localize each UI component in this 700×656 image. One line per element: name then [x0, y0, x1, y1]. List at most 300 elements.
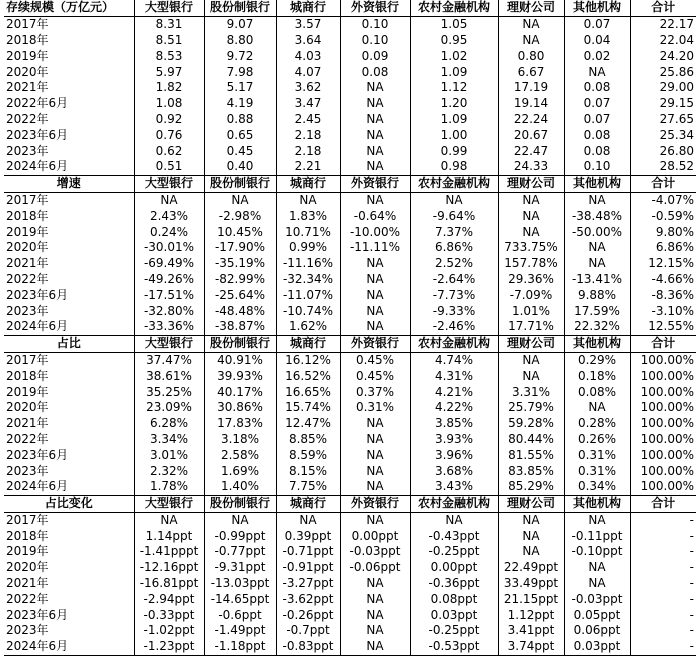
row-label: 2019年 [4, 224, 134, 240]
table-cell: 0.08 [340, 64, 410, 80]
row-label: 2018年 [4, 368, 134, 384]
table-cell: NA [340, 96, 410, 112]
table-cell: 39.93% [204, 368, 276, 384]
table-cell: -13.03ppt [204, 576, 276, 592]
table-cell: NA [340, 319, 410, 335]
table-cell: -25.64% [204, 287, 276, 303]
table-cell: 9.88% [564, 287, 630, 303]
table-cell: NA [340, 576, 410, 592]
table-cell: -32.80% [134, 303, 204, 319]
column-header: 外资银行 [340, 335, 410, 352]
table-cell: 1.09 [410, 112, 498, 128]
table-cell: 25.34 [659, 127, 694, 142]
table-row [4, 303, 696, 319]
table-cell: - [630, 639, 696, 655]
table-cell: 7.75% [276, 479, 340, 495]
table-cell: 8.31 [134, 16, 204, 32]
column-header: 农村金融机构 [410, 495, 498, 512]
row-label: 2022年6月 [4, 96, 134, 112]
row-label: 2021年 [4, 416, 134, 432]
table-cell: 6.28% [134, 416, 204, 432]
table-cell: -4.66% [651, 271, 694, 286]
table-cell: 100.00% [630, 479, 696, 495]
table-cell: NA [498, 544, 564, 560]
table-cell: 40.17% [204, 384, 276, 400]
table-cell: - [689, 512, 694, 527]
section-title: 占比 [4, 335, 134, 352]
column-header: 外资银行 [340, 175, 410, 192]
table-row [4, 80, 696, 96]
table-cell: 25.79% [498, 400, 564, 416]
table-cell: 0.88 [204, 112, 276, 128]
table-cell: 1.20 [410, 96, 498, 112]
table-cell: 29.36% [498, 272, 564, 288]
table-cell: -0.25ppt [410, 544, 498, 560]
column-header: 外资银行 [340, 495, 410, 512]
table-cell: -0.33ppt [134, 607, 204, 623]
column-header: 合计 [630, 495, 696, 512]
table-cell: -0.03ppt [564, 591, 630, 607]
row-label: 2019年 [4, 544, 134, 560]
table-cell: 2.58% [204, 447, 276, 463]
table-cell: 0.18% [564, 368, 630, 384]
table-cell: 0.51 [134, 159, 204, 175]
table-cell: -2.94ppt [134, 591, 204, 607]
table-cell: NA [340, 80, 410, 96]
table-cell: - [689, 591, 694, 606]
table-cell: NA [410, 192, 498, 208]
table-cell: 100.00% [640, 447, 694, 462]
column-header: 股份制银行 [204, 0, 276, 16]
table-cell: NA [564, 576, 630, 592]
table-cell: 17.19 [498, 80, 564, 96]
table-cell: NA [276, 192, 340, 208]
table-cell: 0.31% [564, 463, 630, 479]
table-cell: -3.10% [651, 303, 694, 318]
table-cell: -0.83ppt [276, 639, 340, 655]
table-cell: NA [276, 512, 340, 528]
column-header: 外资银行 [340, 0, 410, 16]
row-label: 2018年 [4, 528, 134, 544]
table-cell: 2.43% [134, 208, 204, 224]
table-cell: 3.64 [276, 33, 340, 49]
row-label: 2020年 [4, 560, 134, 576]
column-header: 城商行 [276, 0, 340, 16]
table-cell: 9.72 [204, 48, 276, 64]
table-cell: - [689, 528, 694, 543]
table-cell: NA [340, 416, 410, 432]
table-cell: -11.11% [340, 240, 410, 256]
table-cell: 0.10 [564, 159, 630, 175]
table-row [4, 400, 696, 416]
column-header: 大型银行 [134, 0, 204, 16]
row-label: 2023年6月 [4, 447, 134, 463]
table-cell: NA [564, 240, 630, 256]
row-label: 2020年 [4, 240, 134, 256]
table-row [4, 560, 696, 576]
table-row [4, 319, 696, 335]
table-cell: -1.23ppt [134, 639, 204, 655]
section-header-row [4, 0, 696, 16]
table-cell: 100.00% [640, 384, 694, 399]
table-cell: 3.68% [410, 463, 498, 479]
table-cell: - [689, 607, 694, 622]
table-row [4, 48, 696, 64]
column-header: 理财公司 [498, 335, 564, 352]
table-cell: NA [340, 447, 410, 463]
table-cell: 28.52 [630, 159, 696, 175]
table-cell: 21.15ppt [498, 591, 564, 607]
table-cell: 0.08 [564, 80, 630, 96]
table-row [4, 576, 696, 592]
column-header: 股份制银行 [204, 335, 276, 352]
table-cell: -7.73% [410, 287, 498, 303]
table-cell: 4.31% [410, 368, 498, 384]
table-cell: 1.12ppt [498, 607, 564, 623]
table-cell: NA [564, 560, 630, 576]
table-cell: 100.00% [640, 368, 694, 383]
table-cell: NA [340, 272, 410, 288]
table-row [4, 463, 696, 479]
column-header: 农村金融机构 [410, 335, 498, 352]
column-header: 农村金融机构 [410, 0, 498, 16]
table-cell: -0.43ppt [410, 528, 498, 544]
table-cell: -9.31ppt [204, 560, 276, 576]
row-label: 2023年6月 [4, 287, 134, 303]
column-header: 大型银行 [134, 175, 204, 192]
table-cell: 17.71% [498, 319, 564, 335]
table-cell: -1.49ppt [204, 623, 276, 639]
table-row [4, 64, 696, 80]
table-cell: 0.10 [340, 16, 410, 32]
table-cell: -14.65ppt [204, 591, 276, 607]
table-cell: 0.92 [134, 112, 204, 128]
row-label: 2024年6月 [4, 319, 134, 335]
table-cell: 22.47 [498, 143, 564, 159]
row-label: 2019年 [4, 48, 134, 64]
table-cell: NA [340, 479, 410, 495]
column-header: 股份制银行 [204, 175, 276, 192]
table-cell: 2.18 [276, 127, 340, 143]
row-label: 2021年 [4, 576, 134, 592]
table-cell: 7.37% [410, 224, 498, 240]
table-cell: -2.64% [410, 272, 498, 288]
table-cell: 33.49ppt [498, 576, 564, 592]
table-cell: NA [134, 512, 204, 528]
table-cell: 22.24 [498, 112, 564, 128]
table-cell: 1.78% [134, 479, 204, 495]
table-cell: 12.55% [630, 319, 696, 335]
table-cell: -9.64% [410, 208, 498, 224]
table-cell: 6.86% [410, 240, 498, 256]
table-cell: 3.41ppt [498, 623, 564, 639]
table-cell: NA [340, 591, 410, 607]
row-label: 2017年 [4, 16, 134, 32]
table-cell: 0.65 [204, 127, 276, 143]
row-label: 2021年 [4, 80, 134, 96]
table-cell: -10.00% [340, 224, 410, 240]
column-header: 合计 [630, 0, 696, 16]
table-cell: -0.91ppt [276, 560, 340, 576]
table-cell: NA [340, 112, 410, 128]
table-cell: NA [410, 512, 498, 528]
table-cell: NA [204, 192, 276, 208]
table-cell: NA [340, 463, 410, 479]
table-cell: -0.10ppt [564, 544, 630, 560]
row-label: 2024年6月 [4, 639, 134, 655]
table-cell: 0.07 [564, 112, 630, 128]
table-row [4, 384, 696, 400]
table-cell: 0.26% [564, 432, 630, 448]
table-cell: 8.53 [134, 48, 204, 64]
table-row [4, 240, 696, 256]
table-cell: 38.61% [134, 368, 204, 384]
table-cell: -0.71ppt [276, 544, 340, 560]
table-row [4, 159, 696, 175]
table-cell: 29.15 [659, 96, 694, 111]
table-cell: -0.7ppt [276, 623, 340, 639]
table-cell: -12.16ppt [134, 560, 204, 576]
table-cell: 0.28% [564, 416, 630, 432]
column-header: 城商行 [276, 175, 340, 192]
table-cell: 100.00% [640, 416, 694, 431]
table-cell: NA [340, 432, 410, 448]
table-cell: 80.44% [498, 432, 564, 448]
table-cell: 100.00% [640, 352, 694, 367]
row-label: 2022年 [4, 112, 134, 128]
table-cell: -13.41% [564, 272, 630, 288]
table-cell: 12.15% [648, 256, 694, 271]
row-label: 2018年 [4, 33, 134, 49]
section-title: 存续规模（万亿元） [4, 0, 134, 16]
table-cell: 0.03ppt [410, 607, 498, 623]
table-cell: 17.83% [204, 416, 276, 432]
table-cell: NA [564, 64, 630, 80]
table-row [4, 528, 696, 544]
row-label: 2017年 [4, 192, 134, 208]
table-cell: -2.98% [204, 208, 276, 224]
table-cell: 0.08 [564, 143, 630, 159]
table-cell: -38.48% [564, 208, 630, 224]
table-cell: -0.99ppt [204, 528, 276, 544]
table-cell: 1.09 [410, 64, 498, 80]
table-cell: 1.40% [204, 479, 276, 495]
row-label: 2023年6月 [4, 127, 134, 143]
table-row [4, 256, 696, 272]
table-cell: 37.47% [134, 352, 204, 368]
column-header: 股份制银行 [204, 495, 276, 512]
table-cell: 2.18 [276, 143, 340, 159]
table-cell: NA [340, 607, 410, 623]
section-header-row [4, 175, 696, 192]
table-cell: 0.39ppt [276, 528, 340, 544]
table-cell: - [689, 623, 694, 638]
row-label: 2022年 [4, 591, 134, 607]
table-cell: -0.59% [651, 208, 694, 223]
table-cell: NA [340, 287, 410, 303]
section-header-row [4, 335, 696, 352]
table-cell: 7.98 [204, 64, 276, 80]
table-cell: NA [564, 512, 630, 528]
table-cell: 8.85% [276, 432, 340, 448]
table-cell: 733.75% [498, 240, 564, 256]
table-row [4, 432, 696, 448]
table-cell: - [689, 560, 694, 575]
table-cell: 16.65% [276, 384, 340, 400]
table-cell: 19.14 [498, 96, 564, 112]
table-cell: 0.03ppt [564, 639, 630, 655]
table-cell: 23.09% [134, 400, 204, 416]
table-cell: 1.05 [410, 16, 498, 32]
table-cell: -0.06ppt [340, 560, 410, 576]
table-cell: NA [340, 192, 410, 208]
table-cell: 0.02 [564, 48, 630, 64]
table-cell: 0.08% [564, 384, 630, 400]
table-cell: 3.93% [410, 432, 498, 448]
column-header: 理财公司 [498, 495, 564, 512]
table-cell: NA [340, 159, 410, 175]
table-row [4, 287, 696, 303]
table-cell: 0.31% [340, 400, 410, 416]
table-cell: -1.41pppt [134, 544, 204, 560]
table-cell: 16.52% [276, 368, 340, 384]
table-cell: 2.32% [134, 463, 204, 479]
row-label: 2023年 [4, 303, 134, 319]
table-cell: NA [564, 192, 630, 208]
table-cell: NA [498, 192, 564, 208]
table-cell: -3.27ppt [276, 576, 340, 592]
table-row [4, 112, 696, 128]
table-cell: NA [340, 127, 410, 143]
table-cell: 1.00 [410, 127, 498, 143]
table-cell: NA [340, 143, 410, 159]
row-label: 2021年 [4, 256, 134, 272]
table-cell: -48.48% [204, 303, 276, 319]
table-cell: 0.98 [410, 159, 498, 175]
table-cell: 0.99% [276, 240, 340, 256]
table-cell: -0.11ppt [564, 528, 630, 544]
table-cell: -0.03ppt [340, 544, 410, 560]
table-cell: 0.45 [204, 143, 276, 159]
table-cell: 0.10 [340, 33, 410, 49]
table-cell: 29.00 [659, 80, 694, 95]
table-cell: 1.01% [498, 303, 564, 319]
row-label: 2023年6月 [4, 607, 134, 623]
table-cell: 83.85% [498, 463, 564, 479]
table-row [4, 512, 696, 528]
table-cell: 4.03 [276, 48, 340, 64]
table-cell: 1.14ppt [134, 528, 204, 544]
table-cell: 2.52% [410, 256, 498, 272]
table-row [4, 272, 696, 288]
table-cell: -69.49% [134, 256, 204, 272]
table-row [4, 416, 696, 432]
table-cell: 0.34% [564, 479, 630, 495]
table-cell: 2.21 [276, 159, 340, 175]
table-row [4, 224, 696, 240]
table-cell: 9.80% [655, 224, 694, 239]
table-cell: 8.15% [276, 463, 340, 479]
table-cell: NA [498, 224, 564, 240]
column-header: 其他机构 [564, 175, 630, 192]
table-cell: -0.77ppt [204, 544, 276, 560]
table-row [4, 607, 696, 623]
table-cell: 20.67 [498, 127, 564, 143]
row-label: 2022年 [4, 432, 134, 448]
column-header: 大型银行 [134, 335, 204, 352]
table-cell: -17.90% [204, 240, 276, 256]
table-cell: 0.00ppt [410, 560, 498, 576]
table-row [4, 544, 696, 560]
table-cell: -30.01% [134, 240, 204, 256]
table-cell: 0.45% [340, 368, 410, 384]
table-cell: -1.02ppt [134, 623, 204, 639]
table-cell: -82.99% [204, 272, 276, 288]
table-cell: -7.09% [498, 287, 564, 303]
table-cell: 22.32% [564, 319, 630, 335]
table-cell: 22.04 [659, 32, 694, 47]
row-label: 2022年 [4, 272, 134, 288]
section-title: 占比变化 [4, 495, 134, 512]
table-cell: 85.29% [498, 479, 564, 495]
table-cell: 3.74ppt [498, 639, 564, 655]
row-label: 2017年 [4, 512, 134, 528]
column-header: 其他机构 [564, 0, 630, 16]
row-label: 2023年 [4, 143, 134, 159]
table-cell: 1.83% [276, 208, 340, 224]
table-cell: 1.69% [204, 463, 276, 479]
table-cell: 59.28% [498, 416, 564, 432]
table-cell: NA [498, 528, 564, 544]
table-cell: 8.51 [134, 33, 204, 49]
table-row [4, 447, 696, 463]
table-row [4, 16, 696, 32]
table-cell: 24.20 [659, 48, 694, 63]
table-cell: 3.85% [410, 416, 498, 432]
table-cell: -32.34% [276, 272, 340, 288]
table-cell: 0.62 [134, 143, 204, 159]
table-cell: NA [340, 256, 410, 272]
table-cell: 1.62% [276, 319, 340, 335]
table-cell: NA [134, 192, 204, 208]
table-row [4, 33, 696, 49]
table-cell: NA [498, 33, 564, 49]
row-label: 2024年6月 [4, 479, 134, 495]
table-cell: 22.17 [659, 17, 694, 32]
table-cell: 0.99 [410, 143, 498, 159]
table-row [4, 639, 696, 655]
data-grid [4, 0, 696, 656]
table-cell: 0.45% [340, 352, 410, 368]
table-cell: 0.08 [564, 127, 630, 143]
table-cell: 3.18% [204, 432, 276, 448]
section-header-row [4, 495, 696, 512]
table-cell: -50.00% [564, 224, 630, 240]
table-cell: -0.6ppt [204, 607, 276, 623]
table-cell: 0.40 [204, 159, 276, 175]
table-cell: 100.00% [640, 431, 694, 446]
table-cell: NA [340, 623, 410, 639]
table-row [4, 368, 696, 384]
table-cell: 1.82 [134, 80, 204, 96]
table-cell: -2.46% [410, 319, 498, 335]
column-header: 大型银行 [134, 495, 204, 512]
table-cell: 3.01% [134, 447, 204, 463]
table-cell: 15.74% [276, 400, 340, 416]
row-label: 2020年 [4, 64, 134, 80]
table-cell: 9.07 [204, 16, 276, 32]
table-cell: NA [498, 16, 564, 32]
